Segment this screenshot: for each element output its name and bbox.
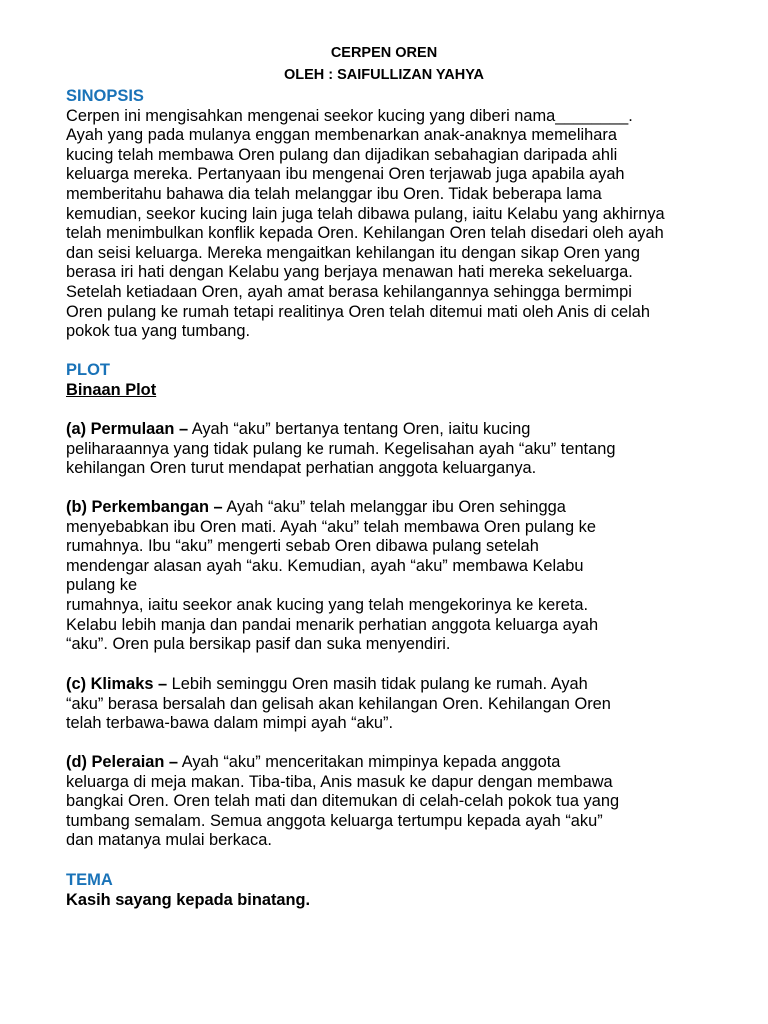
sinopsis-line: memberitahu bahawa dia telah melanggar ibu Oren. Tidak beberapa lama	[66, 184, 602, 203]
plot-line: mendengar alasan ayah “aku. Kemudian, ayah “aku” membawa Kelabu	[66, 556, 584, 575]
plot-line: telah terbawa-bawa dalam mimpi ayah “aku”.	[66, 714, 394, 733]
sinopsis-line: pokok tua yang tumbang.	[66, 322, 251, 341]
plot-section	[66, 361, 746, 400]
plot-line: tumbang semalam. Semua anggota keluarga tertumpu kepada ayah “aku”	[66, 811, 603, 830]
plot-label: (b) Perkembangan –	[66, 498, 223, 516]
sinopsis-line: telah menimbulkan konflik kepada Oren. Kehilangan Oren telah disedari oleh ayah	[66, 224, 664, 243]
plot-line: peliharaannya yang tidak pulang ke rumah. Kegelisahan ayah “aku” tentang	[66, 439, 616, 458]
plot-line: bangkai Oren. Oren telah mati dan ditemukan di celah-celah pokok tua yang	[66, 792, 620, 811]
plot-line: Ayah “aku” telah melanggar ibu Oren sehingga	[222, 498, 566, 516]
plot-line: Lebih seminggu Oren masih tidak pulang ke rumah. Ayah	[167, 675, 588, 693]
plot-line: dan matanya mulai berkaca.	[66, 831, 272, 850]
plot-line: kehilangan Oren turut mendapat perhatian anggota keluarganya.	[66, 459, 537, 478]
plot-line: rumahnya. Ibu “aku” mengerti sebab Oren dibawa pulang setelah	[66, 537, 539, 556]
plot-subheading: Binaan Plot	[66, 380, 157, 399]
plot-label: (d) Peleraian –	[66, 753, 179, 771]
sinopsis-line: kemudian, seekor kucing lain juga telah dibawa pulang, iaitu Kelabu yang akhirnya	[66, 204, 665, 223]
plot-peleraian	[66, 753, 746, 851]
plot-line: pulang ke	[66, 576, 138, 595]
document-author: OLEH : SAIFULLIZAN YAHYA	[283, 67, 485, 83]
sinopsis-line: keluarga mereka. Pertanyaan ibu mengenai Oren terjawab juga apabila ayah	[66, 165, 625, 184]
sinopsis-line: Cerpen ini mengisahkan mengenai seekor kucing yang diberi nama________.	[66, 106, 633, 125]
tema-text: Kasih sayang kepada binatang.	[66, 890, 311, 909]
sinopsis-section	[66, 87, 746, 342]
plot-line: keluarga di meja makan. Tiba-tiba, Anis masuk ke dapur dengan membawa	[66, 772, 613, 791]
sinopsis-line: Ayah yang pada mulanya enggan membenarkan anak-anaknya memelihara	[66, 126, 617, 145]
sinopsis-line: berasa iri hati dengan Kelabu yang berjaya menawan hati mereka sekeluarga.	[66, 263, 633, 282]
plot-line: Ayah “aku” menceritakan mimpinya kepada anggota	[178, 753, 561, 771]
sinopsis-line: Setelah ketiadaan Oren, ayah amat berasa kehilangannya sehingga bermimpi	[66, 282, 632, 301]
plot-line: “aku” berasa bersalah dan gelisah akan kehilangan Oren. Kehilangan Oren	[66, 694, 611, 713]
plot-label: (a) Permulaan –	[66, 420, 189, 438]
sinopsis-line: dan seisi keluarga. Mereka mengaitkan kehilangan itu dengan sikap Oren yang	[66, 243, 641, 262]
plot-label: (c) Klimaks –	[66, 675, 168, 693]
plot-line: Ayah “aku” bertanya tentang Oren, iaitu kucing	[188, 420, 531, 438]
plot-permulaan	[66, 420, 746, 479]
tema-heading: TEMA	[66, 871, 113, 889]
sinopsis-line: Oren pulang ke rumah tetapi realitinya Oren telah ditemui mati oleh Anis di celah	[66, 302, 651, 321]
plot-line: “aku”. Oren pula bersikap pasif dan suka menyendiri.	[66, 635, 451, 654]
tema-section	[66, 871, 746, 910]
plot-line: menyebabkan ibu Oren mati. Ayah “aku” telah membawa Oren pulang ke	[66, 517, 596, 536]
sinopsis-heading: SINOPSIS	[66, 87, 144, 105]
document-title: CERPEN OREN	[330, 45, 438, 61]
plot-heading: PLOT	[66, 361, 110, 379]
sinopsis-line: kucing telah membawa Oren pulang dan dijadikan sebahagian daripada ahli	[66, 145, 618, 164]
plot-line: Kelabu lebih manja dan pandai menarik perhatian anggota keluarga ayah	[66, 615, 599, 634]
plot-line: rumahnya, iaitu seekor anak kucing yang telah mengekorinya ke kereta.	[66, 595, 589, 614]
plot-perkembangan	[66, 498, 746, 655]
plot-klimaks	[66, 675, 746, 734]
